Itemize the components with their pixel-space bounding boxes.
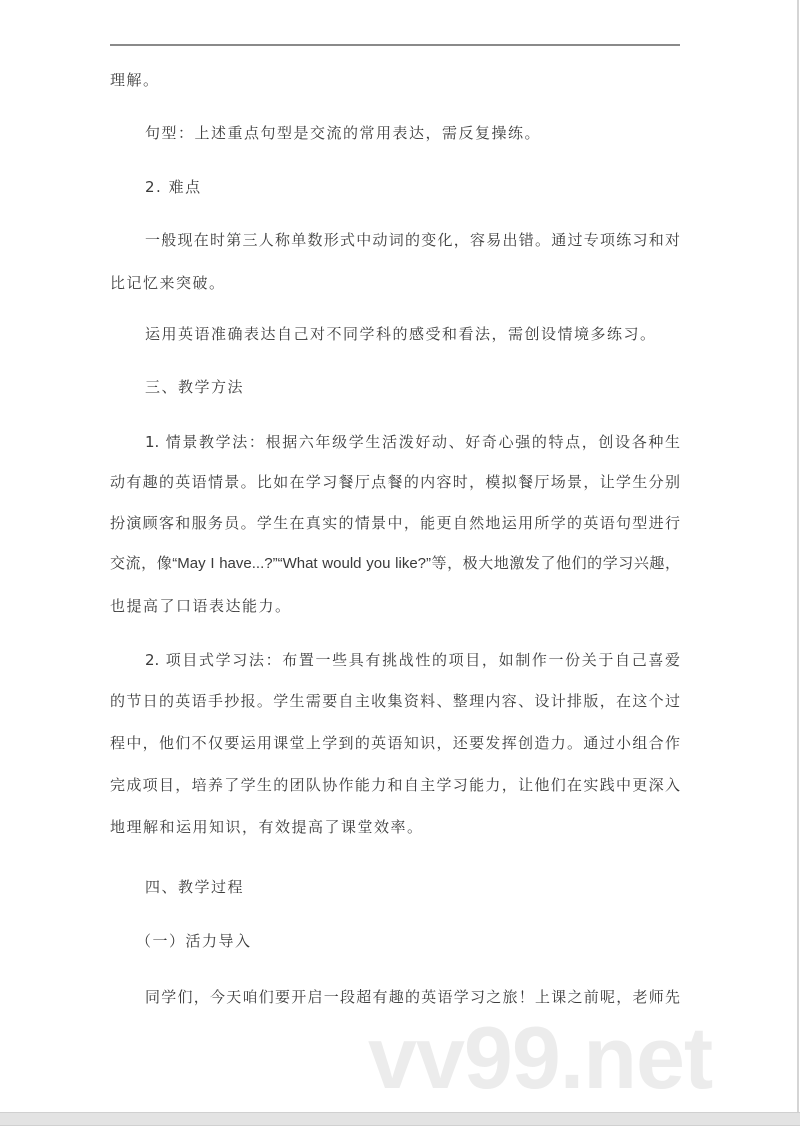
- subheading-warmup: （一）活力导入: [136, 932, 252, 950]
- paragraph-line: 的节日的英语手抄报。学生需要自主收集资料、整理内容、设计排版，在这个过: [110, 692, 680, 710]
- paragraph-line: 1. 情景教学法：根据六年级学生活泼好动、好奇心强的特点，创设各种生: [145, 433, 680, 451]
- subheading-difficulty: 2. 难点: [145, 178, 202, 196]
- page-separator: [0, 1112, 800, 1126]
- paragraph-line: 运用英语准确表达自己对不同学科的感受和看法，需创设情境多练习。: [145, 325, 657, 343]
- paragraph-line: 交流，像“May I have...?”“What would you like?”等，极大地激发了他们的学习兴趣，: [110, 555, 680, 572]
- paragraph-line: 程中，他们不仅要运用课堂上学到的英语知识，还要发挥创造力。通过小组合作: [110, 734, 680, 752]
- section-heading-methods: 三、教学方法: [145, 378, 245, 396]
- paragraph-line: 句型：上述重点句型是交流的常用表达，需反复操练。: [145, 124, 542, 142]
- paragraph-line: 完成项目，培养了学生的团队协作能力和自主学习能力，让他们在实践中更深入: [110, 776, 680, 794]
- paragraph-line: 一般现在时第三人称单数形式中动词的变化，容易出错。通过专项练习和对: [145, 231, 680, 249]
- paragraph-line: 同学们，今天咱们要开启一段超有趣的英语学习之旅！上课之前呢，老师先: [145, 988, 680, 1006]
- paragraph-line: 理解。: [110, 71, 160, 89]
- header-rule: [110, 44, 680, 46]
- watermark: vv99.net: [368, 1008, 713, 1107]
- paragraph-line: 动有趣的英语情景。比如在学习餐厅点餐的内容时，模拟餐厅场景，让学生分别: [110, 473, 680, 491]
- paragraph-line: 2. 项目式学习法：布置一些具有挑战性的项目，如制作一份关于自己喜爱: [145, 651, 680, 669]
- section-heading-process: 四、教学过程: [145, 878, 245, 896]
- paragraph-line: 比记忆来突破。: [110, 274, 226, 292]
- paragraph-line: 扮演顾客和服务员。学生在真实的情景中，能更自然地运用所学的英语句型进行: [110, 514, 680, 532]
- paragraph-line: 地理解和运用知识，有效提高了课堂效率。: [110, 818, 424, 836]
- paragraph-line: 也提高了口语表达能力。: [110, 597, 292, 615]
- page-edge: [797, 0, 799, 1112]
